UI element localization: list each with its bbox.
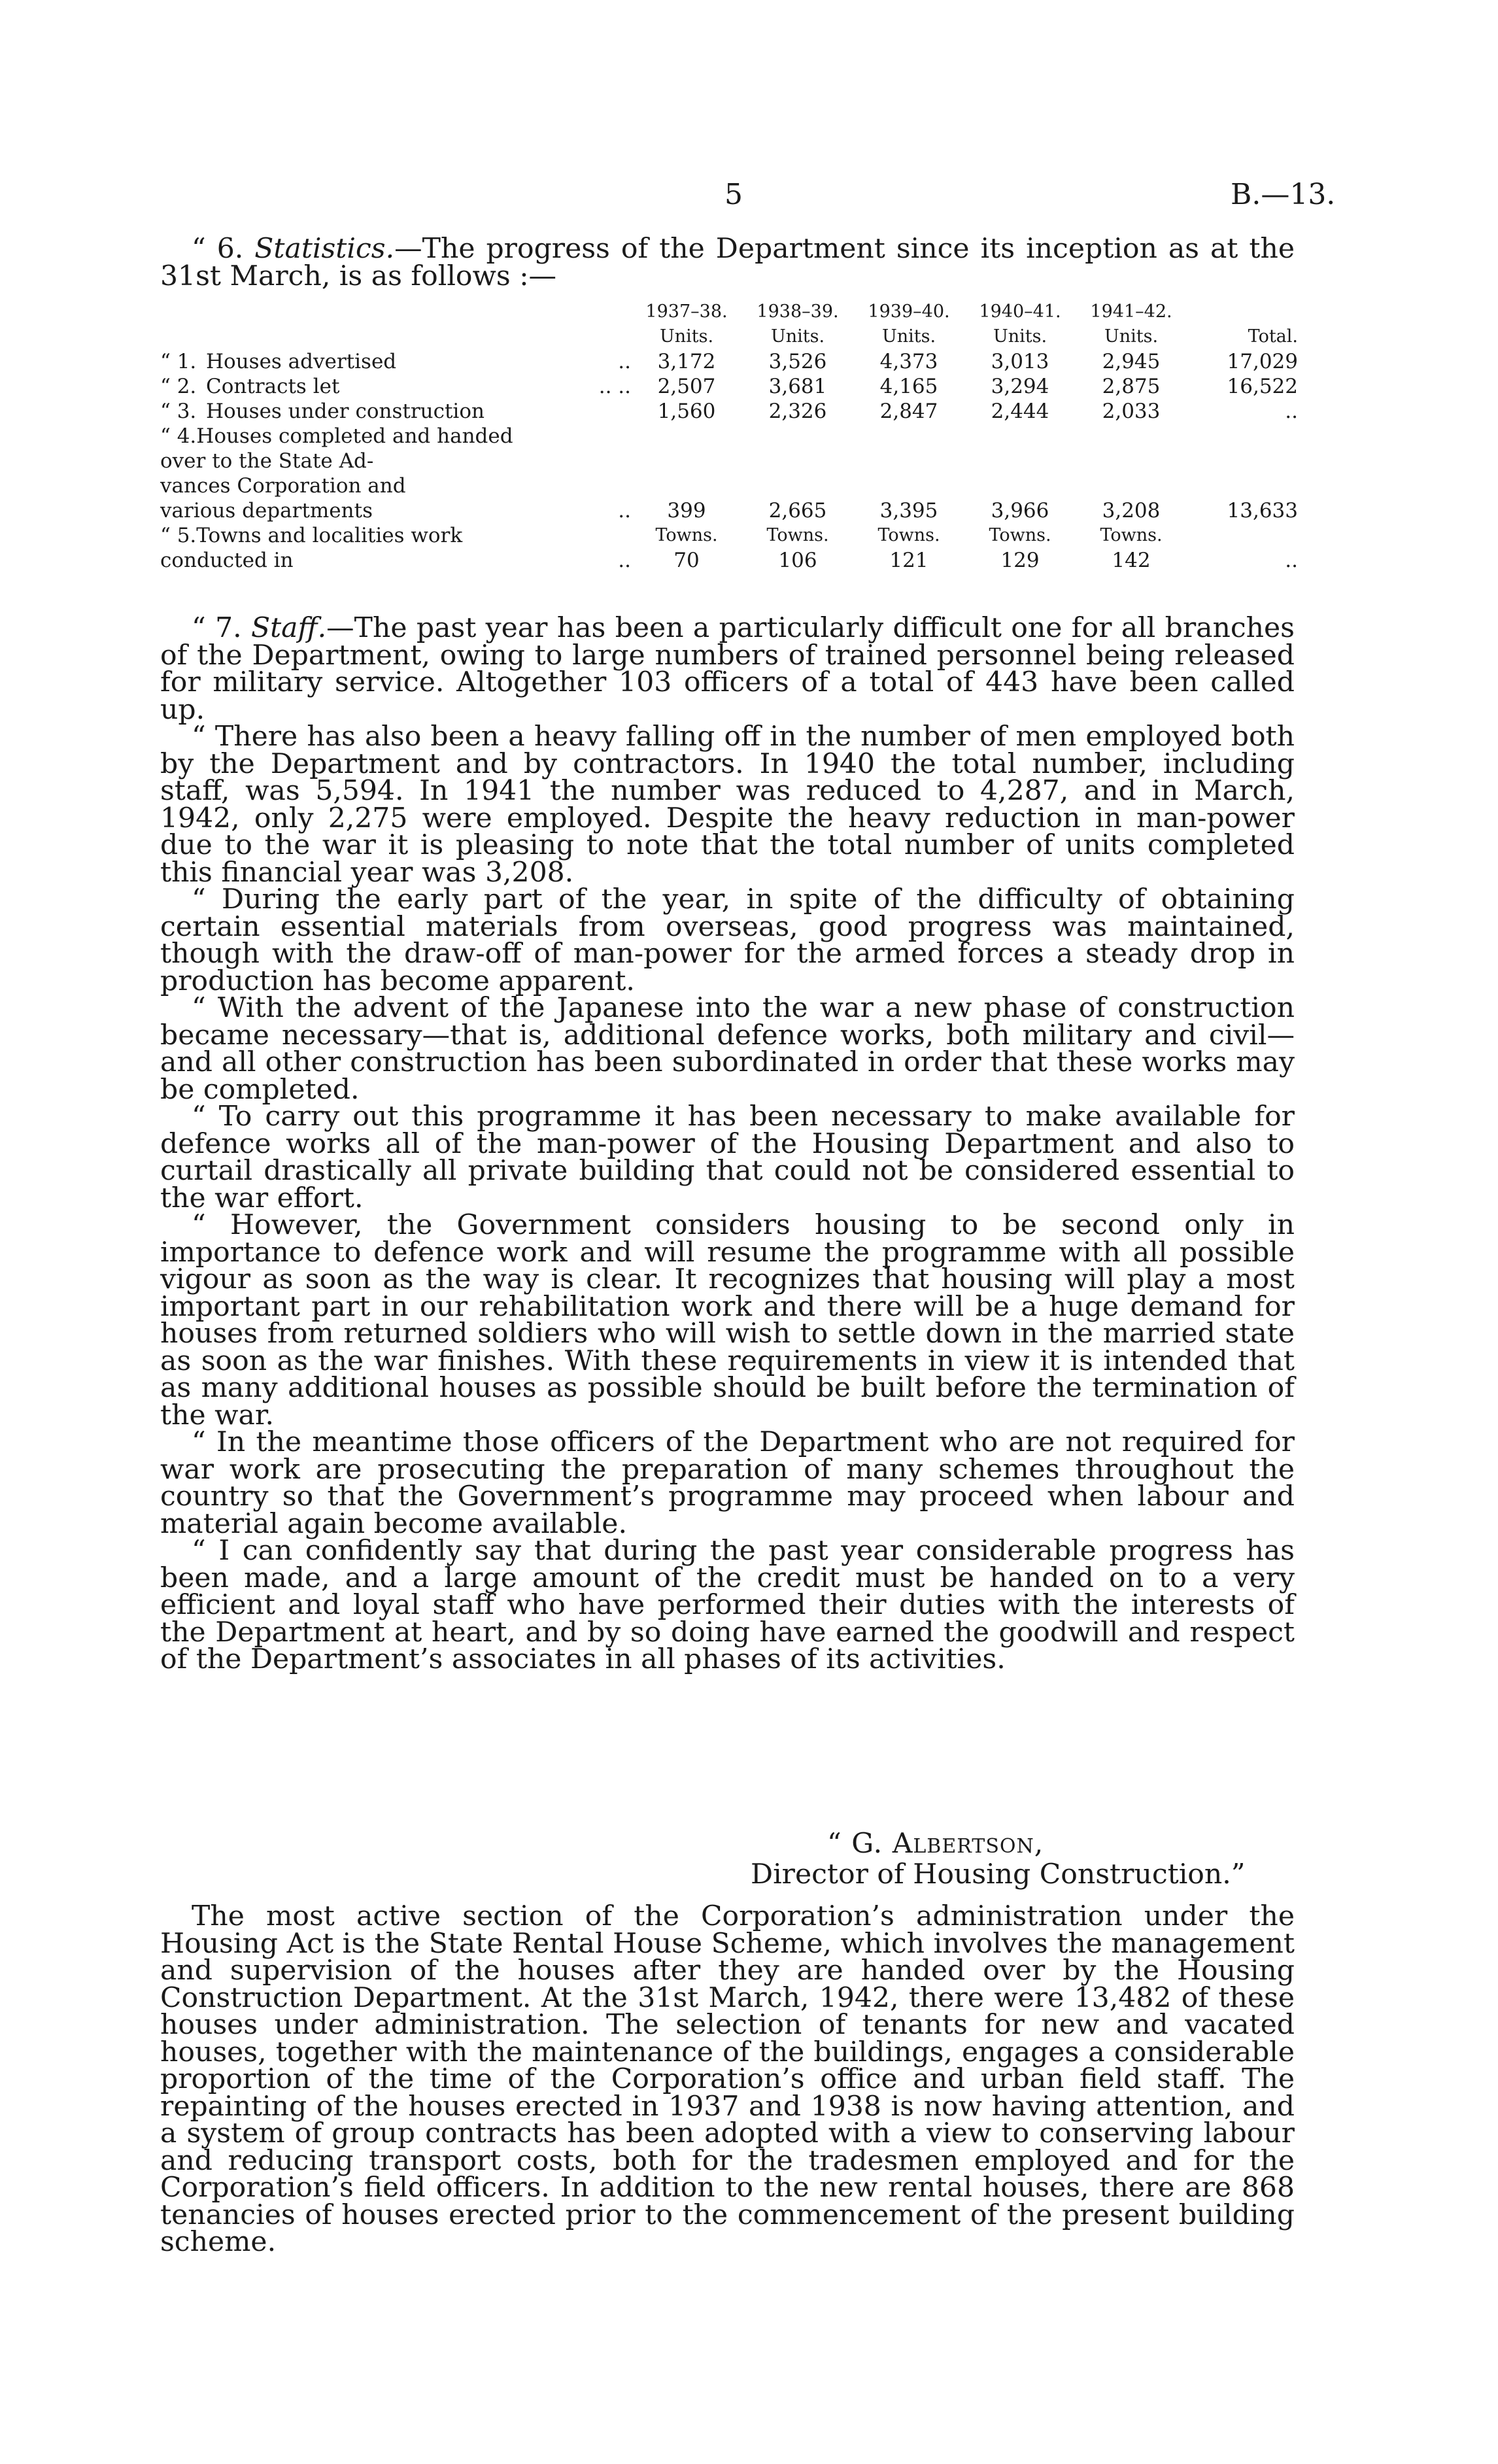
row-number: “ 2. bbox=[160, 375, 197, 398]
row-label: Contracts let bbox=[206, 375, 340, 398]
page-reference: B.—13. bbox=[1231, 178, 1336, 211]
table-cell: 3,395 bbox=[879, 499, 938, 522]
table-cell-total: .. bbox=[1285, 400, 1298, 423]
column-unit: Units. bbox=[993, 326, 1047, 347]
table-cell-total: 17,029 bbox=[1227, 350, 1298, 373]
row-label: Houses completed and handed bbox=[196, 424, 513, 448]
table-cell: 3,013 bbox=[991, 350, 1049, 373]
statistics-table bbox=[160, 299, 1298, 573]
table-cell: 3,966 bbox=[991, 499, 1049, 522]
column-unit: Units. bbox=[659, 326, 714, 347]
column-year: 1937–38. bbox=[645, 301, 728, 322]
body-paragraph: “ During the early part of the year, in spite of the difficulty of obtaining certain essential materials from overseas, good progress was maintained, though with the draw-off of man-power for the armed forces a steady drop in production has become apparent. bbox=[160, 883, 1295, 997]
column-unit: Units. bbox=[770, 326, 825, 347]
table-row-continuation bbox=[160, 498, 1301, 523]
closing-paragraph: The most active section of the Corporation’s administration under the Housing Act is the State Rental House Scheme, which involves the management and supervision of the houses after they are handed over by the Housing Construction Department. At the 31st March, 1942, there were 13,482 of these houses under administration. The selection of tenants for new and vacated houses, together with the maintenance of the buildings, engages a considerable proportion of the time of the Corporation’s office and urban field staff. The repainting of the houses erected in 1937 and 1938 is now having attention, and a system of group contracts has been adopted with a view to conserving labour and reducing transport costs, both for the tradesmen employed and for the Corporation’s field officers. In addition to the new rental houses, there are 868 tenancies of houses erected prior to the commencement of the present building scheme. bbox=[160, 1900, 1295, 2258]
statistics-intro bbox=[160, 235, 1295, 290]
column-year: 1939–40. bbox=[868, 301, 950, 322]
body-paragraph: “ There has also been a heavy falling off in the number of men employed both by the Department and by contractors. In 1940 the total number, including staff, was 5,594. In 1941 the number was reduced to 4,287, and in March, 1942, only 2,275 were employed. Despite the heavy reduction in man-power due to the war it is pleasing to note that the total number of units completed this financial year was 3,208. bbox=[160, 721, 1295, 889]
intro-paragraph bbox=[160, 235, 1295, 290]
staff-lead: “ 7. bbox=[192, 612, 251, 644]
table-header-years bbox=[160, 299, 1301, 324]
row-dots: .. bbox=[618, 499, 631, 522]
table-cell-unit: Towns. bbox=[877, 525, 940, 545]
table-cell-unit: Towns. bbox=[989, 525, 1051, 545]
table-cell: 4,165 bbox=[879, 375, 938, 398]
table-header-units bbox=[160, 324, 1301, 349]
row-label: Towns and localities work bbox=[196, 524, 463, 547]
column-year: 1940–41. bbox=[979, 301, 1061, 322]
table-cell: 70 bbox=[673, 549, 700, 572]
row-label: various departments bbox=[160, 499, 373, 522]
table-cell: 3,208 bbox=[1102, 499, 1161, 522]
table-row-continuation bbox=[160, 473, 1301, 498]
table-cell: 2,875 bbox=[1102, 375, 1161, 398]
table-cell: 3,526 bbox=[768, 350, 827, 373]
row-label: Houses advertised bbox=[206, 350, 397, 373]
table-cell: 3,681 bbox=[768, 375, 827, 398]
table-cell: 2,665 bbox=[768, 499, 827, 522]
table-cell: 129 bbox=[1000, 549, 1040, 572]
table-cell-unit: Towns. bbox=[1100, 525, 1163, 545]
table-cell-total: 16,522 bbox=[1227, 375, 1298, 398]
table-row bbox=[160, 399, 1301, 424]
table-cell: 121 bbox=[889, 549, 928, 572]
table-cell: 3,294 bbox=[991, 375, 1049, 398]
row-label: Houses under construction bbox=[206, 400, 485, 423]
row-number: “ 4. bbox=[160, 424, 197, 448]
body-paragraph: “ I can confidently say that during the past year considerable progress has been made, and a large amount of the credit must be handed on to a very efficient and loyal staff who have performed their duties with the interests of the Department at heart, and by so doing have earned the goodwill and respect of the Department’s associates in all phases of its activities. bbox=[160, 1535, 1295, 1675]
table-row bbox=[160, 523, 1301, 548]
table-cell: 2,326 bbox=[768, 400, 827, 423]
row-dots: .. bbox=[618, 549, 631, 572]
body-paragraph: “ However, the Government considers housing to be second only in importance to defence work and will resume the programme with all possible vigour as soon as the way is clear. It recognizes that housing will play a most important part in our rehabilitation work and there will be a huge demand for houses from returned soldiers who will wish to settle down in the married state as soon as the war finishes. With these requirements in view it is intended that as many additional houses as possible should be built before the termination of the war. bbox=[160, 1209, 1295, 1431]
row-label: conducted in bbox=[160, 549, 294, 572]
body-paragraph: “ To carry out this programme it has been necessary to make available for defence works all of the man-power of the Housing Department and also to curtail drastically all private building that could not be considered essential to the war effort. bbox=[160, 1101, 1295, 1214]
signature-name: “ G. Albertson, bbox=[827, 1828, 1044, 1860]
row-number: “ 5. bbox=[160, 524, 197, 547]
row-number: “ 1. bbox=[160, 350, 197, 373]
column-year: 1941–42. bbox=[1090, 301, 1172, 322]
page-header bbox=[0, 178, 1498, 217]
table-cell-total: 13,633 bbox=[1227, 499, 1298, 522]
staff-text: —The past year has been a particularly difficult one for all branches of the Department, owing to large numbers of trained personnel being released for military service. Altogether 103 officers of a total of 443 have been called up. bbox=[160, 612, 1295, 726]
table-cell-unit: Towns. bbox=[655, 525, 718, 545]
row-number: “ 3. bbox=[160, 400, 197, 423]
table-cell: 1,560 bbox=[657, 400, 716, 423]
table-cell: 399 bbox=[667, 499, 706, 522]
intro-heading: Statistics. bbox=[254, 233, 395, 265]
table-row-continuation bbox=[160, 548, 1301, 573]
staff-section bbox=[160, 612, 1295, 1675]
table-cell: 2,945 bbox=[1102, 350, 1161, 373]
table-cell: 106 bbox=[778, 549, 817, 572]
row-dots: .. .. bbox=[598, 375, 631, 398]
table-cell: 2,847 bbox=[879, 400, 938, 423]
column-unit: Units. bbox=[1104, 326, 1159, 347]
table-row bbox=[160, 374, 1301, 399]
table-row bbox=[160, 424, 1301, 449]
table-row bbox=[160, 349, 1301, 374]
column-total: Total. bbox=[1248, 326, 1298, 347]
table-row-continuation bbox=[160, 449, 1301, 473]
staff-heading: Staff. bbox=[250, 612, 327, 644]
signature-title: Director of Housing Construction.” bbox=[751, 1858, 1246, 1891]
table-cell: 142 bbox=[1112, 549, 1151, 572]
table-cell: 2,033 bbox=[1102, 400, 1161, 423]
intro-text: —The progress of the Department since its inception as at the 31st March, is as follows :— bbox=[160, 233, 1295, 292]
table-cell: 4,373 bbox=[879, 350, 938, 373]
table-cell: 2,507 bbox=[657, 375, 716, 398]
body-paragraph: “ With the advent of the Japanese into the war a new phase of construction became necessary—that is, additional defence works, both military and civil—and all other construction has been subordinated in order that these works may be completed. bbox=[160, 992, 1295, 1106]
table-cell: 3,172 bbox=[657, 350, 716, 373]
intro-lead: “ 6. bbox=[192, 233, 255, 265]
row-dots: .. bbox=[618, 350, 631, 373]
column-year: 1938–39. bbox=[757, 301, 839, 322]
body-paragraph: “ In the meantime those officers of the Department who are not required for war work are prosecuting the preparation of many schemes throughout the country so that the Government’s programme may proceed when labour and material again become available. bbox=[160, 1426, 1295, 1540]
table-cell-unit: Towns. bbox=[766, 525, 829, 545]
column-unit: Units. bbox=[881, 326, 936, 347]
table-cell: 2,444 bbox=[991, 400, 1049, 423]
page-number: 5 bbox=[724, 178, 743, 211]
row-label: vances Corporation and bbox=[160, 474, 406, 498]
row-label: over to the State Ad- bbox=[160, 449, 374, 473]
table-cell-total: .. bbox=[1285, 549, 1298, 572]
closing-section bbox=[160, 1900, 1295, 2258]
staff-paragraph bbox=[160, 612, 1295, 726]
